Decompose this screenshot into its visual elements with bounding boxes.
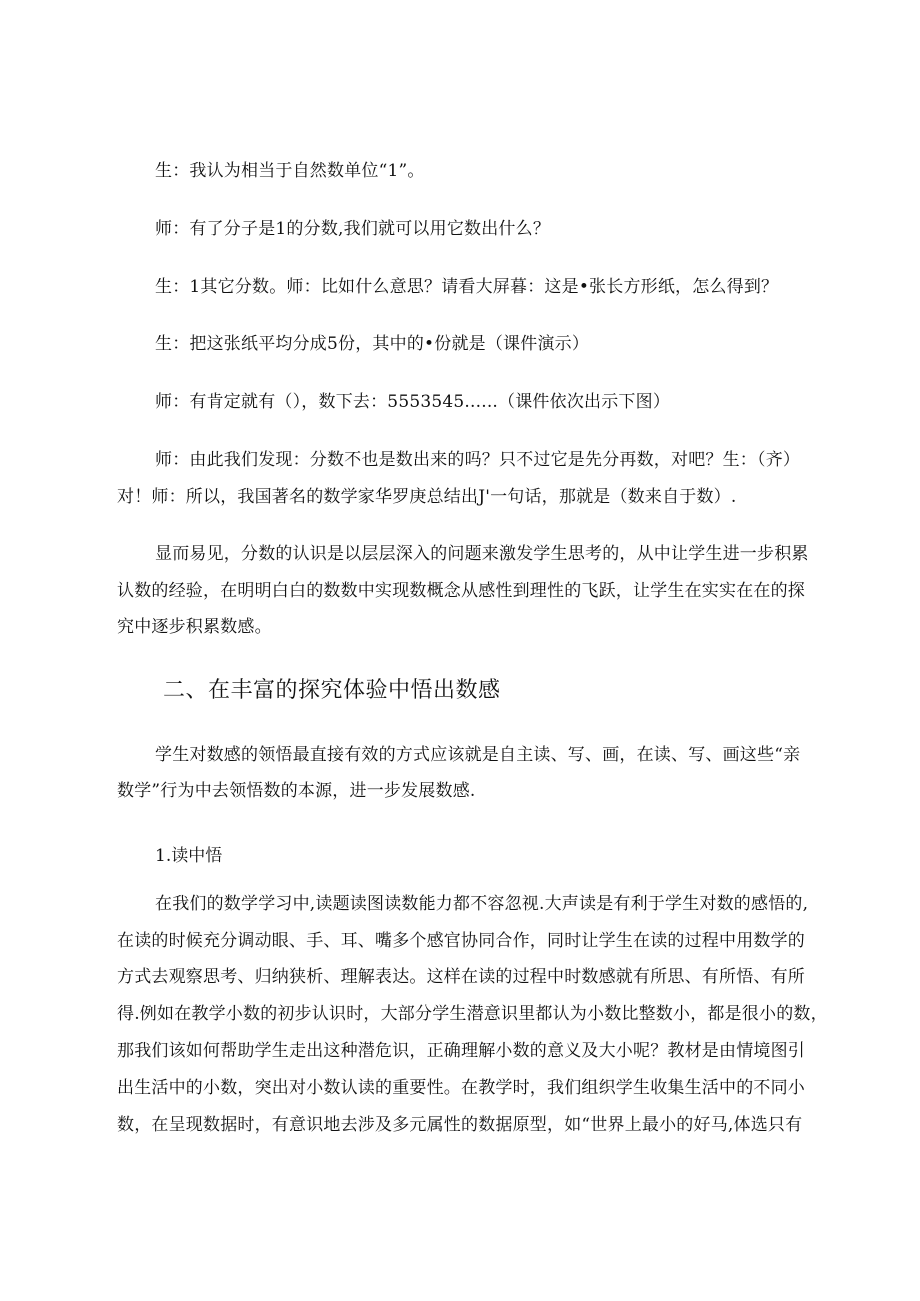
dialogue-line-3: 生：1其它分数。师：比如什么意思？请看大屏暮：这是•张长方形纸，怎么得到？: [155, 277, 779, 297]
subsection-heading: 1.读中悟: [155, 846, 223, 866]
dialogue-line-4: 生：把这张纸平均分成5份，其中的•份就是（课件演示）: [155, 334, 590, 354]
body-line-1: 在我们的数学学习中,读题读图读数能力都不容忽视.大声读是有利于学生对数的感悟的,: [155, 894, 809, 914]
dialogue-line-6b: 对！师：所以，我国著名的数学家华罗庚总结出J'一句话，那就是（数来自于数）.: [117, 487, 737, 507]
dialogue-line-2: 师：有了分子是1的分数,我们就可以用它数出什么？: [155, 219, 551, 239]
dialogue-line-5: 师：有肯定就有（），数下去：5553545......（课件依次出示下图）: [155, 392, 671, 412]
dialogue-line-1: 生：我认为相当于自然数单位“1”。: [155, 161, 425, 181]
section-intro-line-1: 学生对数感的领悟最直接有效的方式应该就是自主读、写、画，在读、写、画这些“亲: [155, 745, 801, 765]
body-line-3: 方式去观察思考、归纳狭析、理解表达。这样在读的过程中时数感就有所思、有所悟、有所: [117, 967, 805, 987]
summary-line-1: 显而易见，分数的认识是以层层深入的问题来激发学生思考的，从中让学生进一步积累: [155, 544, 809, 564]
summary-line-2: 认数的经验，在明明白白的数数中实现数概念从感性到理性的飞跃，让学生在实实在在的探: [117, 581, 805, 601]
section-heading: 二、在丰富的探究体验中悟出数感: [163, 678, 501, 703]
body-line-7: 数，在呈现数据时，有意识地去涉及多元属性的数据原型，如“世界上最小的好马,体选只有: [117, 1115, 803, 1135]
body-line-5: 那我们该如何帮助学生走出这种潜危识，正确理解小数的意义及大小呢？教材是由情境图引: [117, 1041, 805, 1061]
dialogue-line-6a: 师：由此我们发现：分数不也是数出来的吗？只不过它是先分再数，对吧？生：（齐）: [155, 450, 801, 470]
body-line-6: 出生活中的小数，突出对小数认读的重要性。在教学时，我们组织学生收集生活中的不同小: [117, 1078, 805, 1098]
body-line-2: 在读的时候充分调动眼、手、耳、嘴多个感官协同合作，同时让学生在读的过程中用数学的: [117, 931, 805, 951]
summary-line-3: 究中逐步积累数感。: [117, 617, 272, 637]
section-intro-line-2: 数学”行为中去领悟数的本源，进一步发展数感.: [117, 781, 476, 801]
body-line-4: 得.例如在教学小数的初步认识时，大部分学生潜意识里都认为小数比整数小，都是很小的数，: [117, 1004, 828, 1024]
